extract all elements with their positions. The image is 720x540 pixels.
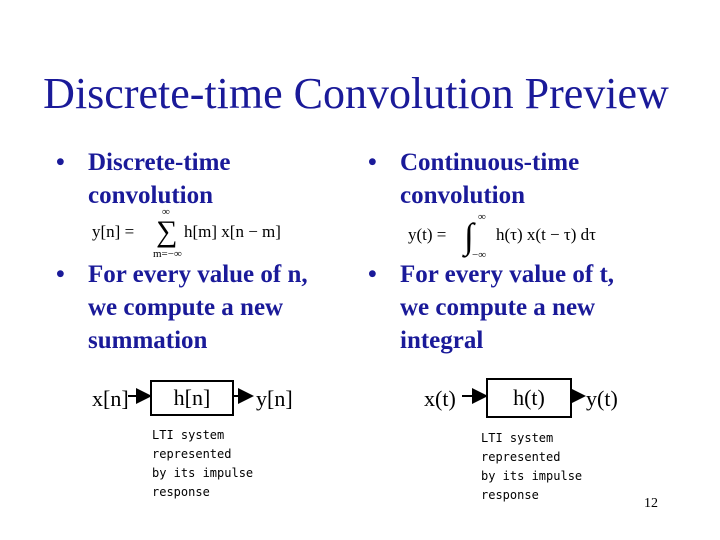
- continuous-system-block: h(t): [486, 378, 572, 418]
- bullet-line: convolution: [88, 182, 214, 209]
- bullet-dot: •: [368, 149, 377, 176]
- bullet-dot: •: [368, 261, 377, 288]
- bullet-line: integral: [400, 327, 484, 354]
- bullet-line: convolution: [400, 182, 526, 209]
- bullet-line: we compute a new: [88, 294, 284, 321]
- continuous-system-description: LTI system represented by its impulse response: [481, 431, 583, 502]
- svg-text:y[n] =: y[n] =: [92, 222, 135, 241]
- svg-text:m=−∞: m=−∞: [153, 248, 182, 260]
- bullet-dot: •: [56, 261, 65, 288]
- discrete-system-block: h[n]: [150, 380, 234, 416]
- svg-text:h(τ) x(t − τ) dτ: h(τ) x(t − τ) dτ: [496, 225, 596, 244]
- bullet-line: For every value of t,: [400, 261, 615, 288]
- page-number: 12: [644, 496, 658, 511]
- bullet-line: Continuous-time: [400, 149, 580, 176]
- bullet-line: summation: [88, 327, 208, 354]
- bullet-line: For every value of n,: [88, 261, 308, 288]
- discrete-output-label: y[n]: [256, 386, 293, 411]
- continuous-output-label: y(t): [586, 386, 618, 411]
- slide-title: Discrete-time Convolution Preview: [43, 69, 669, 118]
- svg-text:∞: ∞: [478, 211, 486, 223]
- svg-text:−∞: −∞: [472, 249, 487, 261]
- svg-text:∑: ∑: [156, 215, 178, 248]
- svg-text:y(t) =: y(t) =: [408, 225, 447, 244]
- bullet-line: Discrete-time: [88, 149, 231, 176]
- discrete-input-label: x[n]: [92, 386, 129, 411]
- bullet-dot: •: [56, 149, 65, 176]
- svg-text:∫: ∫: [464, 216, 474, 256]
- discrete-system-description: LTI system represented by its impulse response: [152, 428, 254, 499]
- continuous-input-label: x(t): [424, 386, 456, 411]
- bullet-line: we compute a new: [400, 294, 596, 321]
- svg-text:∞: ∞: [162, 206, 170, 218]
- svg-text:h[m] x[n − m]: h[m] x[n − m]: [184, 222, 281, 241]
